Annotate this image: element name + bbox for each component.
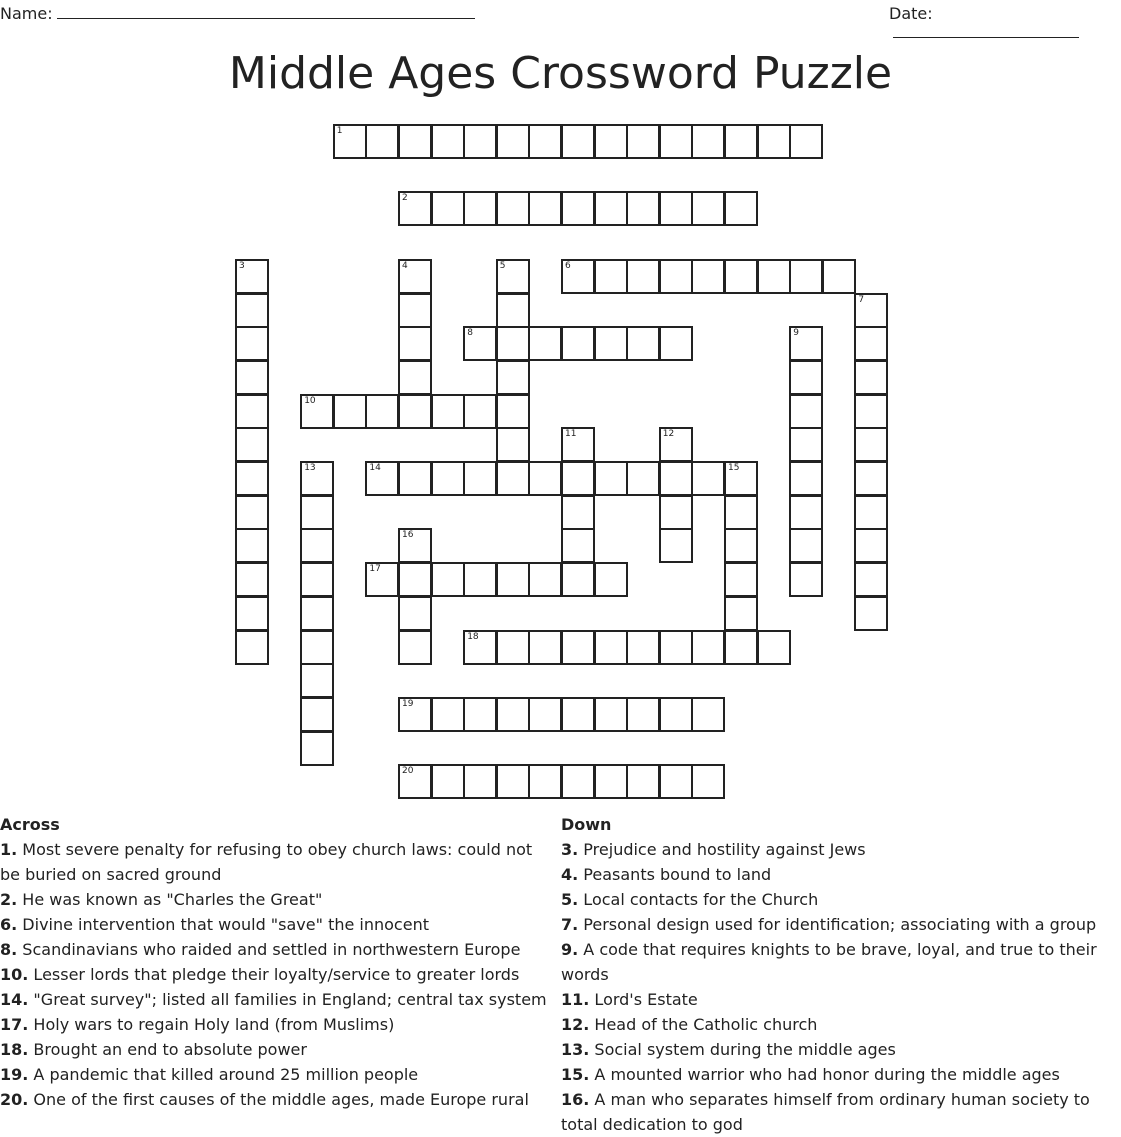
clue-label-number: 7. bbox=[561, 915, 579, 934]
crossword-cell[interactable] bbox=[854, 562, 888, 597]
across-clue bbox=[0, 887, 550, 912]
crossword-cell[interactable] bbox=[528, 326, 562, 361]
across-clue bbox=[0, 987, 550, 1012]
clue-number: 17 bbox=[369, 564, 381, 575]
crossword-cell[interactable] bbox=[496, 697, 530, 732]
crossword-cell[interactable] bbox=[626, 326, 660, 361]
across-clue bbox=[0, 1012, 550, 1037]
clue-label-number: 17. bbox=[0, 1015, 29, 1034]
clue-text: Divine intervention that would "save" the innocent bbox=[17, 915, 429, 934]
crossword-cell[interactable] bbox=[528, 697, 562, 732]
crossword-cell[interactable] bbox=[300, 596, 334, 631]
clue-number: 8 bbox=[467, 328, 473, 339]
across-clue bbox=[0, 1062, 550, 1087]
crossword-cell[interactable] bbox=[724, 259, 758, 294]
down-clue-list bbox=[561, 837, 1121, 1137]
crossword-cell[interactable] bbox=[854, 461, 888, 496]
crossword-cell[interactable] bbox=[463, 394, 497, 429]
clue-text: Most severe penalty for refusing to obey church laws: could not be buried on sacred ground bbox=[0, 840, 533, 884]
clue-number: 3 bbox=[239, 260, 245, 271]
crossword-cell[interactable] bbox=[561, 461, 595, 496]
crossword-cell[interactable] bbox=[659, 191, 693, 226]
crossword-cell[interactable] bbox=[463, 562, 497, 597]
across-clue bbox=[0, 937, 550, 962]
crossword-cell[interactable] bbox=[561, 495, 595, 530]
crossword-cell[interactable] bbox=[300, 562, 334, 597]
clue-text: A man who separates himself from ordinary human society to total dedication to god bbox=[561, 1090, 1090, 1134]
clue-text: Scandinavians who raided and settled in northwestern Europe bbox=[17, 940, 521, 959]
crossword-cell[interactable] bbox=[659, 764, 693, 799]
crossword-cell[interactable] bbox=[431, 697, 465, 732]
crossword-cell[interactable] bbox=[594, 124, 628, 159]
crossword-cell[interactable] bbox=[463, 461, 497, 496]
crossword-cell[interactable] bbox=[561, 259, 595, 294]
crossword-cell[interactable] bbox=[235, 528, 269, 563]
crossword-cell[interactable] bbox=[235, 562, 269, 597]
crossword-cell[interactable] bbox=[659, 697, 693, 732]
across-clue bbox=[0, 962, 550, 987]
crossword-cell[interactable] bbox=[235, 461, 269, 496]
name-label: Name: bbox=[0, 4, 53, 23]
clue-number: 16 bbox=[402, 530, 414, 541]
crossword-cell[interactable] bbox=[235, 259, 269, 294]
crossword-cell[interactable] bbox=[398, 326, 432, 361]
crossword-cell[interactable] bbox=[561, 630, 595, 665]
clue-label-number: 13. bbox=[561, 1040, 590, 1059]
crossword-cell[interactable] bbox=[235, 326, 269, 361]
clue-label-number: 3. bbox=[561, 840, 579, 859]
crossword-cell[interactable] bbox=[724, 562, 758, 597]
crossword-cell[interactable] bbox=[528, 764, 562, 799]
crossword-cell[interactable] bbox=[496, 259, 530, 294]
clue-number: 20 bbox=[402, 766, 414, 777]
crossword-cell[interactable] bbox=[300, 630, 334, 665]
crossword-cell[interactable] bbox=[626, 191, 660, 226]
clue-label-number: 6. bbox=[0, 915, 18, 934]
crossword-cell[interactable] bbox=[724, 528, 758, 563]
crossword-cell[interactable] bbox=[496, 562, 530, 597]
crossword-cell[interactable] bbox=[398, 360, 432, 395]
crossword-cell[interactable] bbox=[528, 461, 562, 496]
clue-label-number: 4. bbox=[561, 865, 579, 884]
clue-number: 6 bbox=[565, 260, 571, 271]
down-clues bbox=[561, 812, 1121, 1137]
down-clue bbox=[561, 837, 1121, 862]
clue-text: One of the first causes of the middle ages, made Europe rural bbox=[28, 1090, 529, 1109]
clue-label-number: 5. bbox=[561, 890, 579, 909]
crossword-cell[interactable] bbox=[854, 427, 888, 462]
crossword-cell[interactable] bbox=[691, 697, 725, 732]
crossword-cell[interactable] bbox=[398, 394, 432, 429]
crossword-cell[interactable] bbox=[398, 630, 432, 665]
page-title: Middle Ages Crossword Puzzle bbox=[228, 48, 893, 99]
clue-number: 2 bbox=[402, 193, 408, 204]
crossword-cell[interactable] bbox=[659, 427, 693, 462]
down-clue bbox=[561, 1087, 1121, 1137]
crossword-cell[interactable] bbox=[724, 191, 758, 226]
crossword-cell[interactable] bbox=[789, 360, 823, 395]
crossword-cell[interactable] bbox=[659, 259, 693, 294]
crossword-cell[interactable] bbox=[528, 124, 562, 159]
clue-number: 15 bbox=[728, 463, 740, 473]
crossword-cell[interactable] bbox=[528, 562, 562, 597]
crossword-cell[interactable] bbox=[626, 124, 660, 159]
crossword-cell[interactable] bbox=[496, 427, 530, 462]
crossword-cell[interactable] bbox=[594, 630, 628, 665]
crossword-cell[interactable] bbox=[757, 124, 791, 159]
crossword-cell[interactable] bbox=[398, 259, 432, 294]
crossword-cell[interactable] bbox=[626, 259, 660, 294]
across-clue bbox=[0, 1087, 550, 1112]
crossword-cell[interactable] bbox=[496, 394, 530, 429]
clue-label-number: 19. bbox=[0, 1065, 29, 1084]
crossword-cell[interactable] bbox=[561, 562, 595, 597]
clue-label-number: 10. bbox=[0, 965, 29, 984]
crossword-cell[interactable] bbox=[235, 293, 269, 328]
crossword-cell[interactable] bbox=[431, 562, 465, 597]
crossword-cell[interactable] bbox=[431, 461, 465, 496]
crossword-cell[interactable] bbox=[659, 630, 693, 665]
crossword-cell[interactable] bbox=[561, 764, 595, 799]
crossword-cell[interactable] bbox=[463, 697, 497, 732]
crossword-cell[interactable] bbox=[463, 124, 497, 159]
crossword-cell[interactable] bbox=[789, 427, 823, 462]
crossword-cell[interactable] bbox=[691, 191, 725, 226]
crossword-cell[interactable] bbox=[496, 630, 530, 665]
crossword-cell[interactable] bbox=[496, 764, 530, 799]
down-heading: Down bbox=[561, 815, 612, 834]
crossword-cell[interactable] bbox=[854, 495, 888, 530]
crossword-cell[interactable] bbox=[789, 124, 823, 159]
crossword-cell[interactable] bbox=[724, 630, 758, 665]
crossword-cell[interactable] bbox=[757, 630, 791, 665]
crossword-cell[interactable] bbox=[398, 293, 432, 328]
crossword-cell[interactable] bbox=[561, 191, 595, 226]
clue-text: Prejudice and hostility against Jews bbox=[578, 840, 866, 859]
clue-label-number: 15. bbox=[561, 1065, 590, 1084]
clue-label-number: 1. bbox=[0, 840, 18, 859]
clue-number: 10 bbox=[304, 395, 316, 406]
across-clue-list bbox=[0, 837, 550, 1112]
crossword-cell[interactable] bbox=[463, 191, 497, 226]
crossword-cell[interactable] bbox=[691, 259, 725, 294]
crossword-cell[interactable] bbox=[398, 764, 432, 799]
crossword-cell[interactable] bbox=[398, 461, 432, 496]
crossword-cell[interactable] bbox=[659, 495, 693, 530]
crossword-cell[interactable] bbox=[528, 630, 562, 665]
crossword-cell[interactable] bbox=[463, 764, 497, 799]
down-clue bbox=[561, 912, 1121, 937]
crossword-cell[interactable] bbox=[300, 461, 334, 496]
crossword-cell[interactable] bbox=[463, 630, 497, 665]
crossword-cell[interactable] bbox=[854, 596, 888, 631]
crossword-cell[interactable] bbox=[626, 764, 660, 799]
crossword-cell[interactable] bbox=[431, 124, 465, 159]
crossword-cell[interactable] bbox=[854, 293, 888, 328]
clue-text: Personal design used for identification; associating with a group bbox=[578, 915, 1097, 934]
crossword-cell[interactable] bbox=[365, 394, 399, 429]
clue-text: A code that requires knights to be brave, loyal, and true to their words bbox=[561, 940, 1097, 984]
crossword-cell[interactable] bbox=[398, 528, 432, 563]
clue-text: Lesser lords that pledge their loyalty/service to greater lords bbox=[28, 965, 520, 984]
crossword-cell[interactable] bbox=[854, 360, 888, 395]
down-clue bbox=[561, 1062, 1121, 1087]
crossword-cell[interactable] bbox=[561, 697, 595, 732]
crossword-cell[interactable] bbox=[561, 528, 595, 563]
clue-number: 5 bbox=[499, 260, 506, 271]
crossword-cell[interactable] bbox=[659, 461, 693, 496]
clue-label-number: 18. bbox=[0, 1040, 29, 1059]
crossword-cell[interactable] bbox=[398, 191, 432, 226]
clue-text: Head of the Catholic church bbox=[589, 1015, 818, 1034]
crossword-cell[interactable] bbox=[757, 259, 791, 294]
crossword-cell[interactable] bbox=[789, 495, 823, 530]
clue-text: A mounted warrior who had honor during the middle ages bbox=[589, 1065, 1060, 1084]
crossword-cell[interactable] bbox=[822, 259, 856, 294]
clue-label-number: 11. bbox=[561, 990, 590, 1009]
clue-text: Local contacts for the Church bbox=[578, 890, 819, 909]
crossword-cell[interactable] bbox=[431, 764, 465, 799]
clue-text: Peasants bound to land bbox=[578, 865, 772, 884]
crossword-cell[interactable] bbox=[333, 124, 367, 159]
across-clues bbox=[0, 812, 550, 1112]
crossword-cell[interactable] bbox=[594, 697, 628, 732]
crossword-cell[interactable] bbox=[789, 562, 823, 597]
crossword-cell[interactable] bbox=[691, 764, 725, 799]
crossword-cell[interactable] bbox=[300, 663, 334, 698]
crossword-cell[interactable] bbox=[496, 293, 530, 328]
crossword-cell[interactable] bbox=[594, 461, 628, 496]
crossword-cell[interactable] bbox=[300, 495, 334, 530]
clue-number: 9 bbox=[793, 328, 799, 339]
crossword-cell[interactable] bbox=[496, 461, 530, 496]
crossword-cell[interactable] bbox=[398, 697, 432, 732]
crossword-cell[interactable] bbox=[594, 562, 628, 597]
crossword-cell[interactable] bbox=[691, 630, 725, 665]
crossword-cell[interactable] bbox=[561, 124, 595, 159]
clue-text: Social system during the middle ages bbox=[589, 1040, 896, 1059]
crossword-cell[interactable] bbox=[398, 124, 432, 159]
crossword-cell[interactable] bbox=[626, 697, 660, 732]
date-label: Date: bbox=[889, 4, 933, 23]
crossword-cell[interactable] bbox=[398, 596, 432, 631]
crossword-cell[interactable] bbox=[659, 528, 693, 563]
crossword-cell[interactable] bbox=[594, 326, 628, 361]
crossword-cell[interactable] bbox=[724, 461, 758, 496]
clue-number: 19 bbox=[402, 698, 414, 709]
across-heading: Across bbox=[0, 815, 60, 834]
crossword-cell[interactable] bbox=[300, 394, 334, 429]
crossword-cell[interactable] bbox=[496, 360, 530, 395]
crossword-cell[interactable] bbox=[496, 191, 530, 226]
crossword-cell[interactable] bbox=[496, 124, 530, 159]
crossword-cell[interactable] bbox=[854, 394, 888, 429]
clue-text: Lord's Estate bbox=[589, 990, 698, 1009]
crossword-cell[interactable] bbox=[398, 562, 432, 597]
clue-number: 7 bbox=[858, 294, 865, 305]
crossword-cell[interactable] bbox=[300, 731, 334, 766]
crossword-cell[interactable] bbox=[789, 259, 823, 294]
down-clue bbox=[561, 937, 1121, 987]
clue-text: Brought an end to absolute power bbox=[28, 1040, 307, 1059]
clue-number: 14 bbox=[369, 463, 381, 473]
across-clue bbox=[0, 837, 550, 887]
clue-label-number: 2. bbox=[0, 890, 18, 909]
crossword-cell[interactable] bbox=[854, 528, 888, 563]
clue-label-number: 8. bbox=[0, 940, 18, 959]
crossword-cell[interactable] bbox=[789, 461, 823, 496]
crossword-cell[interactable] bbox=[561, 427, 595, 462]
crossword-cell[interactable] bbox=[691, 461, 725, 496]
crossword-cell[interactable] bbox=[626, 461, 660, 496]
clue-number: 11 bbox=[565, 429, 577, 440]
crossword-cell[interactable] bbox=[431, 191, 465, 226]
crossword-cell[interactable] bbox=[431, 394, 465, 429]
crossword-cell[interactable] bbox=[626, 630, 660, 665]
crossword-cell[interactable] bbox=[691, 124, 725, 159]
crossword-cell[interactable] bbox=[594, 259, 628, 294]
crossword-cell[interactable] bbox=[235, 427, 269, 462]
crossword-cell[interactable] bbox=[594, 191, 628, 226]
clue-text: A pandemic that killed around 25 million people bbox=[28, 1065, 419, 1084]
clue-number: 4 bbox=[402, 260, 408, 271]
across-clue bbox=[0, 1037, 550, 1062]
crossword-cell[interactable] bbox=[235, 360, 269, 395]
clue-label-number: 12. bbox=[561, 1015, 590, 1034]
crossword-cell[interactable] bbox=[333, 394, 367, 429]
crossword-cell[interactable] bbox=[300, 528, 334, 563]
crossword-cell[interactable] bbox=[724, 596, 758, 631]
crossword-cell[interactable] bbox=[235, 394, 269, 429]
crossword-cell[interactable] bbox=[528, 191, 562, 226]
crossword-cell[interactable] bbox=[235, 596, 269, 631]
crossword-cell[interactable] bbox=[659, 326, 693, 361]
crossword-cell[interactable] bbox=[561, 326, 595, 361]
down-clue bbox=[561, 887, 1121, 912]
crossword-cell[interactable] bbox=[463, 326, 497, 361]
down-clue bbox=[561, 1012, 1121, 1037]
clue-number: 18 bbox=[467, 631, 479, 642]
crossword-cell[interactable] bbox=[724, 495, 758, 530]
clue-number: 12 bbox=[662, 429, 675, 440]
crossword-cell[interactable] bbox=[365, 124, 399, 159]
down-clue bbox=[561, 862, 1121, 887]
clue-label-number: 14. bbox=[0, 990, 29, 1009]
across-clue bbox=[0, 912, 550, 937]
crossword-cell[interactable] bbox=[235, 630, 269, 665]
crossword-cell[interactable] bbox=[300, 697, 334, 732]
crossword-cell[interactable] bbox=[659, 124, 693, 159]
clue-number: 1 bbox=[336, 126, 343, 136]
crossword-cell[interactable] bbox=[365, 562, 399, 597]
crossword-cell[interactable] bbox=[789, 528, 823, 563]
crossword-cell[interactable] bbox=[789, 394, 823, 429]
crossword-cell[interactable] bbox=[365, 461, 399, 496]
clue-text: "Great survey"; listed all families in England; central tax system bbox=[28, 990, 547, 1009]
clue-text: He was known as "Charles the Great" bbox=[17, 890, 323, 909]
clue-label-number: 9. bbox=[561, 940, 579, 959]
clue-label-number: 16. bbox=[561, 1090, 590, 1109]
clue-number: 13 bbox=[304, 463, 316, 473]
crossword-cell[interactable] bbox=[235, 495, 269, 530]
crossword-cell[interactable] bbox=[789, 326, 823, 361]
crossword-cell[interactable] bbox=[496, 326, 530, 361]
crossword-cell[interactable] bbox=[854, 326, 888, 361]
crossword-cell[interactable] bbox=[594, 764, 628, 799]
crossword-cell[interactable] bbox=[724, 124, 758, 159]
clue-label-number: 20. bbox=[0, 1090, 29, 1109]
clue-text: Holy wars to regain Holy land (from Muslims) bbox=[28, 1015, 395, 1034]
down-clue bbox=[561, 987, 1121, 1012]
down-clue bbox=[561, 1037, 1121, 1062]
